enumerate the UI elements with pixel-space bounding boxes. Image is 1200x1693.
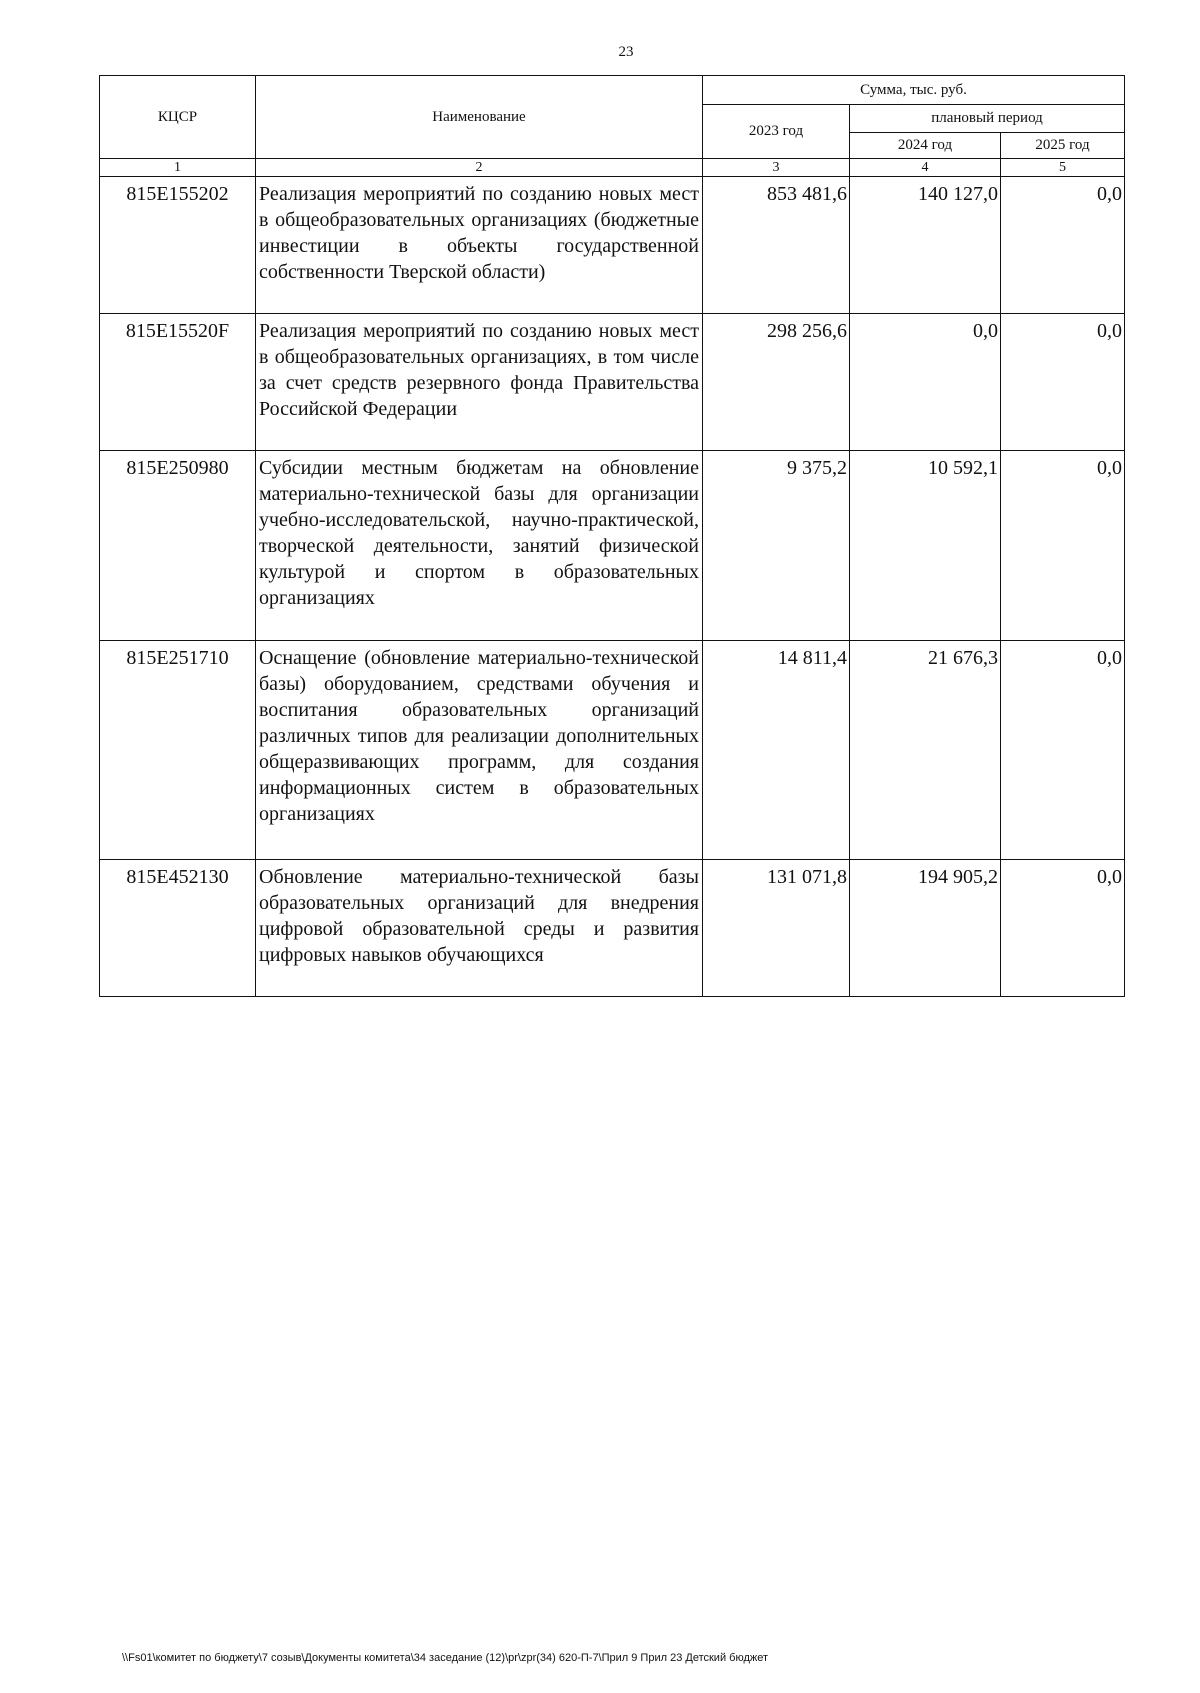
value-2023: 131 071,8 (703, 860, 850, 997)
budget-table (99, 75, 1125, 997)
table-row (100, 860, 1125, 997)
column-number: 1 (100, 159, 256, 177)
header-planned-period: плановый период (850, 105, 1125, 133)
column-number: 4 (850, 159, 1001, 177)
header-year-2024: 2024 год (850, 133, 1001, 159)
table-row (100, 641, 1125, 860)
value-2025: 0,0 (1001, 641, 1125, 860)
column-number: 2 (256, 159, 703, 177)
footer-file-path: \\Fs01\комитет по бюджету\7 созыв\Документы комитета\34 заседание (12)\pr\zpr(34) 620-П-7\Прил 9 Прил 23 Детский бюджет (122, 1652, 769, 1664)
value-2025: 0,0 (1001, 451, 1125, 641)
kcsr-code: 815E15520F (100, 314, 256, 451)
kcsr-code: 815E251710 (100, 641, 256, 860)
value-2025: 0,0 (1001, 314, 1125, 451)
row-name: Обновление материально-технической базы образовательных организаций для внедрения цифровой образовательной среды и развития цифровых навыков обучающихся (256, 860, 703, 997)
value-2024: 21 676,3 (850, 641, 1001, 860)
kcsr-code: 815E155202 (100, 177, 256, 314)
table-row (100, 451, 1125, 641)
value-2023: 853 481,6 (703, 177, 850, 314)
row-name: Реализация мероприятий по созданию новых мест в общеобразовательных организациях, в том числе за счет средств резервного фонда Правительства Российской Федерации (256, 314, 703, 451)
value-2025: 0,0 (1001, 860, 1125, 997)
column-number: 5 (1001, 159, 1125, 177)
header-name: Наименование (256, 76, 703, 159)
value-2023: 9 375,2 (703, 451, 850, 641)
table-row (100, 177, 1125, 314)
header-sum: Сумма, тыс. руб. (703, 76, 1125, 105)
page-number: 23 (618, 44, 634, 60)
column-number: 3 (703, 159, 850, 177)
value-2024: 0,0 (850, 314, 1001, 451)
header-year-2025: 2025 год (1001, 133, 1125, 159)
header-year-2023: 2023 год (703, 105, 850, 159)
kcsr-code: 815E250980 (100, 451, 256, 641)
table-row (100, 314, 1125, 451)
value-2023: 298 256,6 (703, 314, 850, 451)
row-name: Субсидии местным бюджетам на обновление материально-технической базы для организации учебно-исследовательской, научно-практической, творческой деятельности, занятий физической культурой и спортом в образовательных организациях (256, 451, 703, 641)
row-name: Оснащение (обновление материально-технической базы) оборудованием, средствами обучения и воспитания образовательных организаций различных типов для реализации дополнительных общеразвивающих программ, для создания информационных систем в образовательных организациях (256, 641, 703, 860)
value-2024: 194 905,2 (850, 860, 1001, 997)
row-name: Реализация мероприятий по созданию новых мест в общеобразовательных организациях (бюджетные инвестиции в объекты государственной собственности Тверской области) (256, 177, 703, 314)
value-2024: 10 592,1 (850, 451, 1001, 641)
column-number-row (100, 159, 1125, 177)
kcsr-code: 815E452130 (100, 860, 256, 997)
header-row-1 (100, 76, 1125, 105)
value-2023: 14 811,4 (703, 641, 850, 860)
value-2024: 140 127,0 (850, 177, 1001, 314)
value-2025: 0,0 (1001, 177, 1125, 314)
header-kcsr: КЦСР (100, 76, 256, 159)
